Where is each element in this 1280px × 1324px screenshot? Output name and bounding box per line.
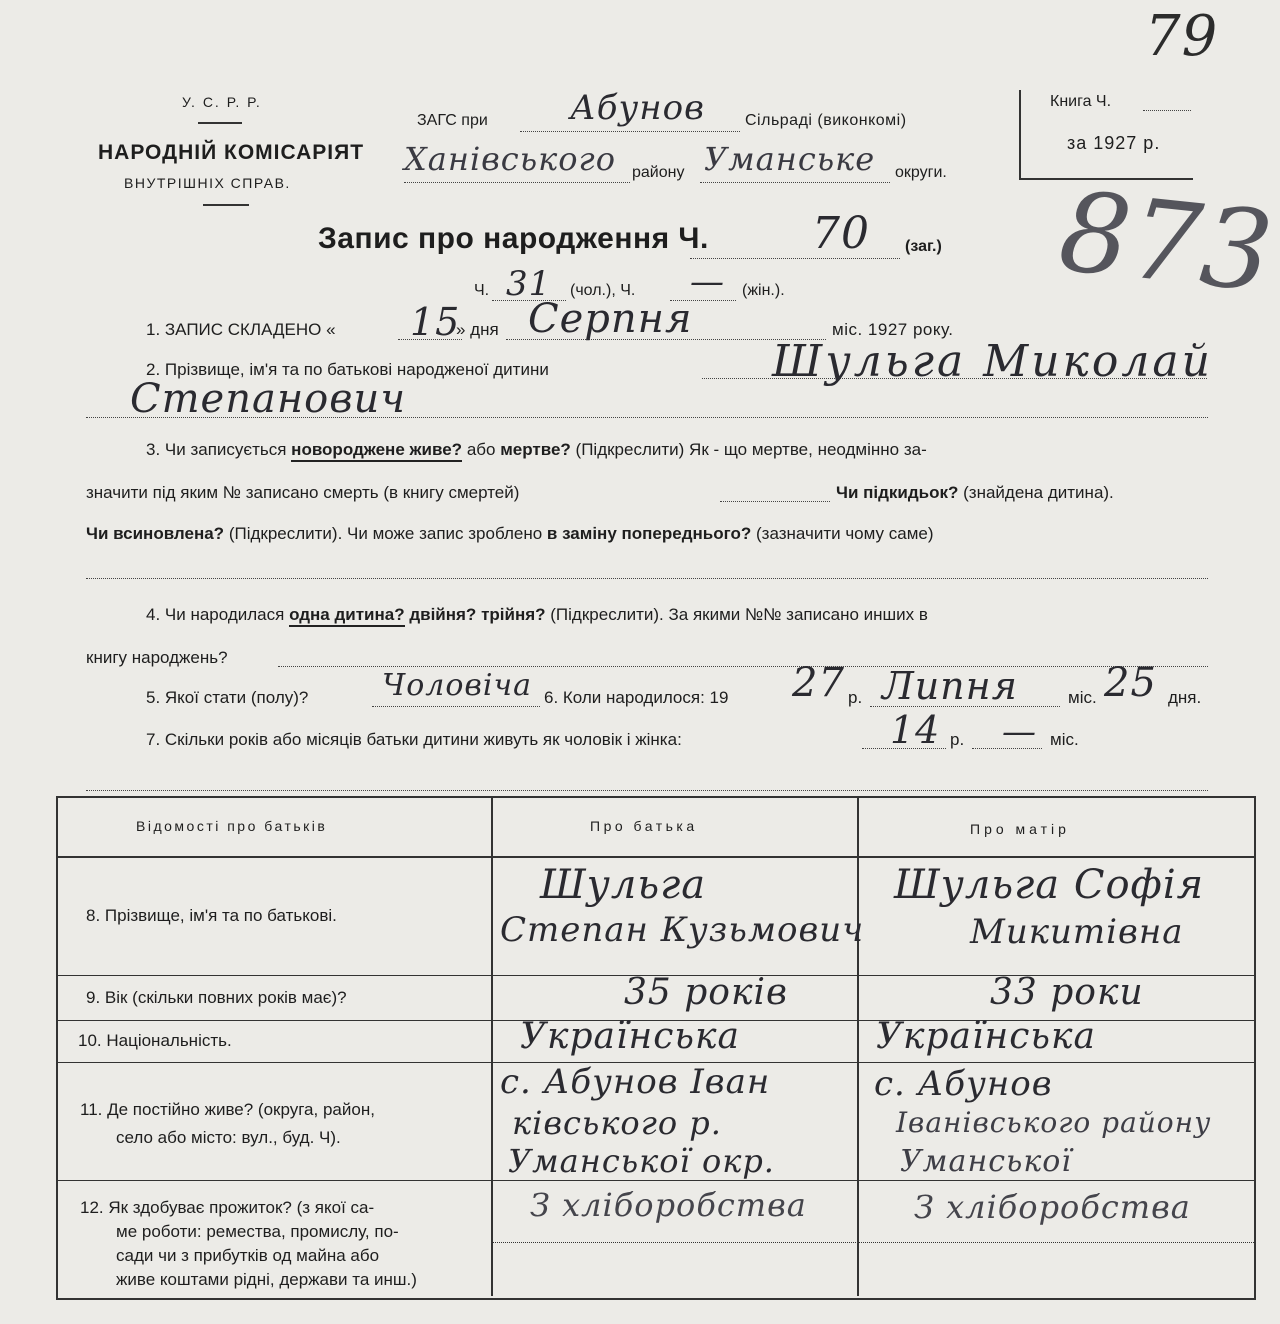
- table-header-separator: [56, 856, 1254, 858]
- item1-day-handwritten: 15: [410, 300, 461, 344]
- ministry-title: НАРОДНІЙ КОМІСАРІЯТ: [98, 141, 365, 164]
- district-line: [404, 182, 630, 183]
- header-divider-top: [198, 122, 242, 124]
- okrug-handwritten: Уманське: [704, 140, 876, 178]
- item3-line1: [146, 440, 927, 460]
- item7-label: 7. Скільки років або місяців батьки дитини живуть як чоловік і жінка:: [146, 730, 682, 749]
- father-nationality: Українська: [520, 1016, 740, 1057]
- father-name: Степан Кузьмович: [500, 910, 865, 950]
- female-label: (жін.).: [742, 282, 785, 299]
- corner-number: 79: [1145, 4, 1219, 69]
- item4-line1: [146, 605, 928, 625]
- birth-month-handwritten: Липня: [882, 664, 1018, 708]
- record-ch-label: Ч.: [474, 282, 490, 299]
- father-occupation: З хліборобства: [530, 1186, 807, 1224]
- item3-reason-line: [86, 578, 1208, 579]
- mother-patronymic: Микитівна: [970, 912, 1184, 952]
- mother-residence-3: Уманської: [900, 1144, 1072, 1179]
- mother-nationality: Українська: [876, 1016, 1096, 1057]
- birth-day-suffix: дня.: [1168, 688, 1202, 707]
- mother-age: 33 роки: [990, 972, 1144, 1013]
- item7-extra-line: [86, 790, 1208, 791]
- row12-inner-line: [493, 1242, 1254, 1243]
- item6-label: 6. Коли народилося: 19: [544, 688, 729, 707]
- zags-line: [520, 131, 740, 132]
- row12-label-line4: живе коштами рідні, держави та инш.): [116, 1270, 417, 1289]
- table-head-info: Відомості про батьків: [136, 818, 328, 834]
- zags-prefix: ЗАГС при: [417, 112, 488, 129]
- table-col-divider-2: [857, 798, 859, 1296]
- item3-line3-text: (Підкреслити). Чи може запис зроблено: [228, 524, 543, 543]
- row12-label-line3: сади чи з прибутків од майна або: [116, 1246, 380, 1265]
- department-label: ВНУТРІШНІХ СПРАВ.: [124, 175, 291, 191]
- male-count-handwritten: 31: [506, 264, 552, 304]
- ussr-label: У. С. Р. Р.: [182, 94, 262, 110]
- item4-text2: (Підкреслити). За якими №№ записано инших в: [550, 605, 928, 624]
- record-total-suffix: (заг.): [905, 238, 942, 255]
- single-child-option: одна дитина?: [289, 605, 405, 627]
- mother-occupation: З хліборобства: [914, 1188, 1191, 1226]
- item3-line2a: значити під яким № записано смерть (в книгу смертей): [86, 483, 520, 502]
- table-head-mother: Про матір: [970, 821, 1070, 837]
- row11-label-line2: село або місто: вул., буд. Ч).: [116, 1128, 341, 1147]
- item3-line2b: [836, 483, 1114, 503]
- adopted-option: Чи всиновлена?: [86, 524, 225, 543]
- marriage-years-handwritten: 14: [890, 708, 941, 752]
- okrug-label: округи.: [895, 164, 947, 181]
- district-handwritten: Ханівського: [404, 140, 616, 178]
- father-age: 35 років: [624, 972, 788, 1013]
- triplets-option: трійня?: [481, 605, 546, 624]
- row12-label-line2: ме роботи: ремества, промислу, по-: [116, 1222, 399, 1241]
- item1-month-handwritten: Серпня: [528, 296, 693, 342]
- item1-prefix: 1. ЗАПИС СКЛАДЕНО «: [146, 320, 336, 339]
- council-label: Сільраді (виконкомі): [745, 112, 907, 129]
- birth-year-handwritten: 27: [792, 660, 845, 706]
- female-count-handwritten: —: [690, 262, 725, 302]
- table-head-father: Про батька: [590, 818, 698, 834]
- marriage-years-suffix: р.: [950, 730, 965, 749]
- item3-line3-end: (зазначити чому саме): [755, 524, 934, 543]
- item3-text3: (Підкреслити) Як - що мертве, неодмінно за-: [575, 440, 927, 459]
- district-label: району: [632, 164, 685, 181]
- corner-big-number: 873: [1053, 167, 1280, 317]
- father-surname: Шульга: [540, 862, 707, 908]
- item2-label: 2. Прізвище, ім'я та по батькові народженої дитини: [146, 360, 549, 379]
- item4-text1: 4. Чи народилася: [146, 605, 285, 624]
- father-residence-2: ківського р.: [512, 1104, 722, 1142]
- newborn-dead-option: мертве?: [500, 440, 571, 459]
- mother-residence-1: с. Абунов: [874, 1064, 1053, 1104]
- item3-text1: 3. Чи записується: [146, 440, 287, 459]
- newborn-alive-option: новороджене живе?: [291, 440, 462, 462]
- item3-text2: або: [466, 440, 496, 459]
- record-title: Запис про народження Ч.: [318, 222, 709, 255]
- item3-death-line: [720, 501, 830, 502]
- mother-residence-2: Іванівського району: [896, 1106, 1212, 1139]
- row11-separator: [56, 1180, 1254, 1181]
- birth-day-handwritten: 25: [1104, 660, 1157, 706]
- birth-year-suffix: р.: [848, 688, 863, 707]
- birth-month-suffix: міс.: [1068, 688, 1097, 707]
- male-label: (чол.), Ч.: [570, 282, 636, 299]
- row10-label: 10. Національність.: [78, 1031, 232, 1050]
- child-name-handwritten: Шульга Миколай: [772, 336, 1213, 387]
- twins-option: двійня?: [409, 605, 477, 624]
- table-col-divider-1: [491, 798, 493, 1296]
- item4-line2: книгу народжень?: [86, 648, 228, 667]
- father-residence-1: с. Абунов Іван: [500, 1062, 771, 1102]
- okrug-line: [700, 182, 890, 183]
- item1-suffix: міс. 1927 року.: [832, 320, 954, 339]
- item1-day-label: » дня: [456, 320, 499, 339]
- book-year: за 1927 р.: [1067, 133, 1161, 153]
- replacement-option: в заміну попереднього?: [546, 524, 752, 543]
- book-line: [1143, 110, 1191, 111]
- row8-label: 8. Прізвище, ім'я та по батькові.: [86, 906, 337, 925]
- item3-found-text: (знайдена дитина).: [963, 483, 1114, 502]
- row12-label-line1: 12. Як здобуває прожиток? (з якої са-: [80, 1198, 375, 1217]
- row9-label: 9. Вік (скільки повних років має)?: [86, 988, 347, 1007]
- zags-village-handwritten: Абунов: [570, 88, 705, 128]
- book-label: Книга Ч.: [1050, 93, 1112, 110]
- mother-surname-name: Шульга Софія: [894, 862, 1205, 908]
- record-number-handwritten: 70: [812, 208, 870, 259]
- row11-label-line1: 11. Де постійно живе? (округа, район,: [80, 1100, 375, 1119]
- item4-numbers-line: [278, 666, 1208, 667]
- item5-sex-line: [372, 706, 540, 707]
- header-divider-bottom: [203, 204, 249, 206]
- child-patronymic-handwritten: Степанович: [130, 376, 407, 422]
- sex-handwritten: Чоловіча: [382, 668, 533, 703]
- item3-line3: [86, 524, 934, 544]
- marriage-months-suffix: міс.: [1050, 730, 1079, 749]
- marriage-months-handwritten: —: [1002, 712, 1037, 752]
- foundling-option: Чи підкидьок?: [836, 483, 959, 502]
- father-residence-3: Уманської окр.: [508, 1142, 775, 1180]
- item5-label: 5. Якої стати (полу)?: [146, 688, 309, 707]
